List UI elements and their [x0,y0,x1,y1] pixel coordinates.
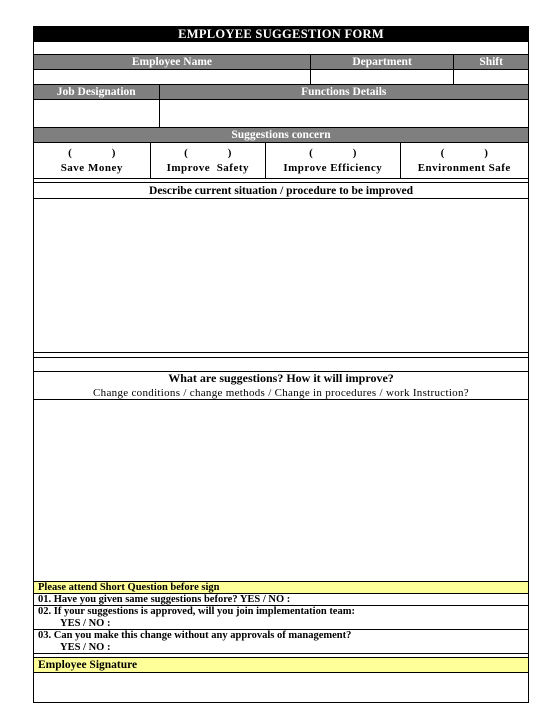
option-open-paren: ( [309,147,313,159]
suggestions-question: What are suggestions? How it will improve? [168,371,394,385]
describe-label: Describe current situation / procedure to be improved [149,184,413,197]
option-label: Environment Safe [417,162,511,174]
question-2-row[interactable] [34,606,528,630]
form-title: EMPLOYEE SUGGESTION FORM [178,26,384,41]
option-close-paren: ) [484,147,488,159]
employee-info-header [34,55,528,70]
employee-name-label: Employee Name [34,55,311,69]
option-environment-safe[interactable] [401,143,528,178]
question-1-row[interactable] [34,594,528,606]
job-designation-label: Job Designation [34,85,160,99]
option-label: Save Money [60,162,123,174]
functions-details-field[interactable] [160,100,529,127]
department-label: Department [311,55,454,69]
shift-label: Shift [479,56,503,68]
option-save-money[interactable] [34,143,151,178]
blank-row [34,358,528,372]
describe-header [34,183,528,199]
concern-options-row [34,143,528,179]
form-title-bar [34,27,528,42]
suggestions-hint: Change conditions / change methods / Change in procedures / work Instruction? [93,386,469,399]
blank-row-top [34,42,528,55]
suggestions-textarea[interactable] [34,400,528,582]
question-2: 02. If your suggestions is approved, will you join implementation team: [38,606,355,617]
job-designation-field[interactable] [34,100,160,127]
suggestions-question-row [34,372,528,386]
option-open-paren: ( [184,147,188,159]
functions-details-label: Functions Details [301,86,387,98]
suggestions-concern-label: Suggestions concern [231,129,331,141]
signature-label: Employee Signature [38,659,138,671]
shift-field[interactable] [454,70,528,84]
suggestions-concern-header [34,128,528,143]
signature-field[interactable] [34,673,528,702]
option-open-paren: ( [440,147,445,159]
option-label: Improve Efficiency [283,162,383,174]
option-improve-efficiency[interactable] [266,143,400,178]
suggestions-hint-row [34,386,528,400]
question-3-row[interactable] [34,630,528,654]
option-label: Improve Safety [166,162,250,174]
option-improve-safety[interactable] [151,143,267,178]
signature-header [34,658,528,673]
question-1: 01. Have you given same suggestions before? YES / NO : [38,594,291,605]
question-3: 03. Can you make this change without any approvals of management? [38,630,352,641]
option-close-paren: ) [227,147,232,159]
job-info-fields [34,100,528,128]
employee-name-field[interactable] [34,70,311,84]
describe-textarea[interactable] [34,199,528,353]
question-3-answer: YES / NO : [60,642,111,653]
option-close-paren: ) [111,147,116,159]
question-2-answer: YES / NO : [60,618,111,629]
employee-info-fields [34,70,528,85]
option-open-paren: ( [68,147,72,159]
job-info-header [34,85,528,100]
option-close-paren: ) [352,147,357,159]
short-question-note: Please attend Short Question before sign [38,582,220,593]
department-field[interactable] [311,70,454,84]
short-question-note-row [34,582,528,594]
employee-suggestion-form [33,26,529,703]
